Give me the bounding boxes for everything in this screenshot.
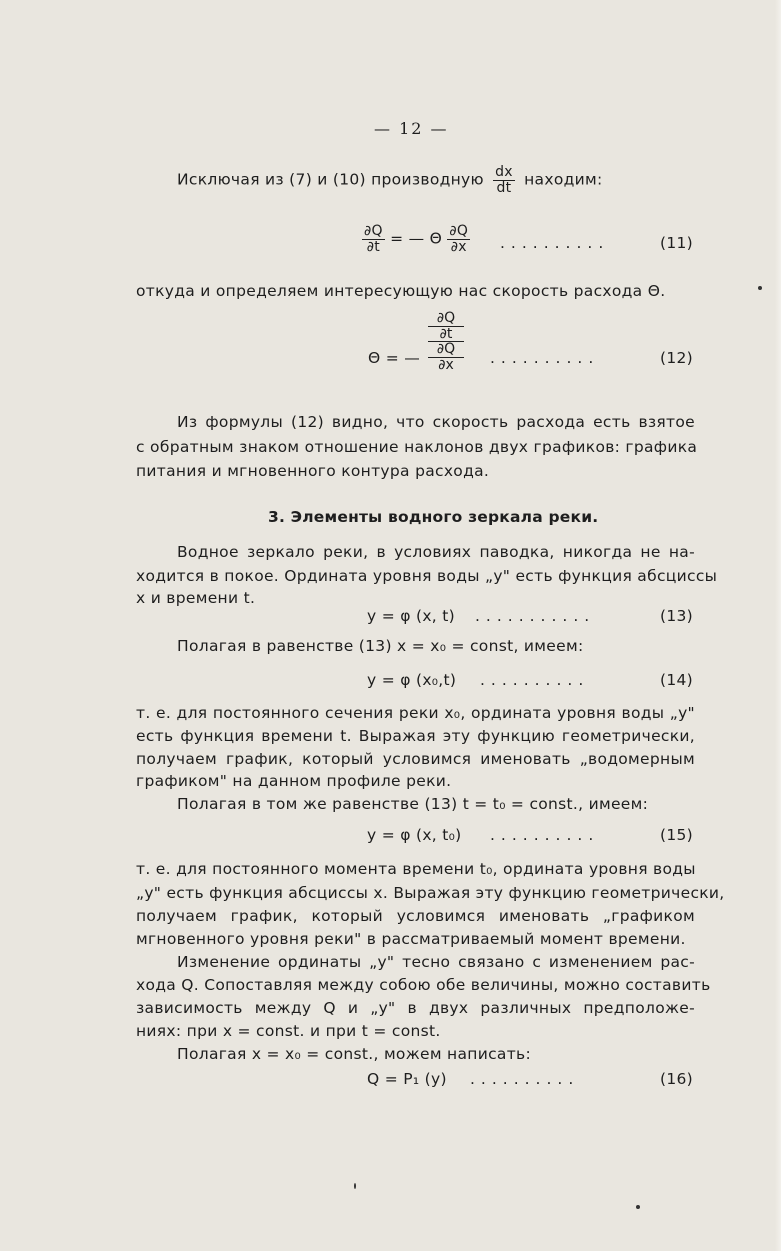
fraction-numerator: ∂Q [428,342,464,358]
equation-11 [362,224,470,254]
intro-line [177,165,603,195]
change-line2: хода Q. Сопоставляя между собою обе величины, можно составить [136,976,711,994]
p15-line4: мгновенного уровня реки" в рассматриваемый момент времени. [136,930,686,948]
eq11-middle: = — Θ [390,229,443,248]
eq13-dots: ........... [475,607,596,625]
eq12-compound-fraction [428,311,464,373]
page-number: — 12 — [374,119,449,138]
fraction-numerator: dx [495,164,513,180]
p14-line4: графиком" на данном профиле реки. [136,772,452,790]
eq12-bottom-frac [428,342,464,372]
fraction-numerator: ∂Q [428,311,464,327]
eq11-frac1 [362,224,385,254]
p14-line2: есть функция времени t. Выражая эту функцию геометрически, [136,727,695,745]
fraction-numerator: ∂Q [449,223,469,239]
eq14-dots: .......... [480,671,590,689]
page-edge [775,0,781,1251]
p15-line2: „у" есть функция абсциссы x. Выражая эту функцию геометрически, [136,884,725,902]
eq14-number: (14) [660,671,694,689]
before-eq15: Полагая в том же равенстве (13) t = t₀ = const., имеем: [177,795,649,813]
para12-line2: с обратным знаком отношение наклонов двух графиков: графика [136,438,698,456]
before-eq14: Полагая в равенстве (13) x = x₀ = const, имеем: [177,637,584,655]
para12-line1: Из формулы (12) видно, что скорость расхода есть взятое [177,413,695,431]
eq16-number: (16) [660,1070,694,1088]
eq11-frac2 [447,224,470,254]
fraction-denominator: ∂x [450,238,467,255]
fraction-denominator: ∂t [366,238,381,255]
change-line4: ниях: при x = const. и при t = const. [136,1022,441,1040]
p15-line1: т. е. для постоянного момента времени t₀, ордината уровня воды [136,860,696,878]
eq12-dots: .......... [490,349,600,367]
eq12-number: (12) [660,349,694,367]
fraction-numerator: ∂Q [364,223,383,239]
eq13-text: y = φ (x, t) [367,607,455,625]
change-line3: зависимость между Q и „у" в двух различных предположе- [136,999,695,1017]
print-speck [758,286,762,290]
eq12-top-frac [428,311,464,342]
fraction-denominator: ∂t [428,327,464,343]
before-eq16: Полагая x = x₀ = const., можем написать: [177,1045,531,1063]
eq14-text: y = φ (x₀,t) [367,671,457,689]
section-heading: 3. Элементы водного зеркала реки. [268,508,599,526]
fraction-denominator: ∂x [438,357,454,374]
eq15-text: y = φ (x, t₀) [367,826,462,844]
print-speck [636,1205,640,1209]
eq16-dots: .......... [470,1070,580,1088]
para12-line3: питания и мгновенного контура расхода. [136,462,490,480]
eq16-text: Q = P₁ (y) [367,1070,447,1088]
print-speck [354,1183,356,1189]
p14-line3: получаем график, который условимся именовать „водомерным [136,750,695,768]
p14-line1: т. е. для постоянного сечения реки x₀, ордината уровня воды „у" [136,704,695,722]
eq11-dots: .......... [500,234,610,252]
eq15-number: (15) [660,826,694,844]
after-eq11-text: откуда и определяем интересующую нас скорость расхода Θ. [136,282,666,300]
p15-line3: получаем график, который условимся именовать „графиком [136,907,695,925]
intro-text: Исключая из (7) и (10) производную [177,170,484,189]
fraction-denominator: dt [496,179,512,196]
eq15-dots: .......... [490,826,600,844]
eq11-number: (11) [660,234,694,252]
eq13-number: (13) [660,607,694,625]
mirror-line1: Водное зеркало реки, в условиях паводка, никогда не на- [177,543,695,561]
change-line1: Изменение ординаты „у" тесно связано с изменением рас- [177,953,695,971]
intro-fraction [493,165,515,195]
mirror-line2: ходится в покое. Ордината уровня воды „у" есть функция абсциссы [136,567,718,585]
mirror-line3: x и времени t. [136,589,256,607]
intro-tail: находим: [524,170,603,189]
eq12-lhs: Θ = — [368,349,421,367]
